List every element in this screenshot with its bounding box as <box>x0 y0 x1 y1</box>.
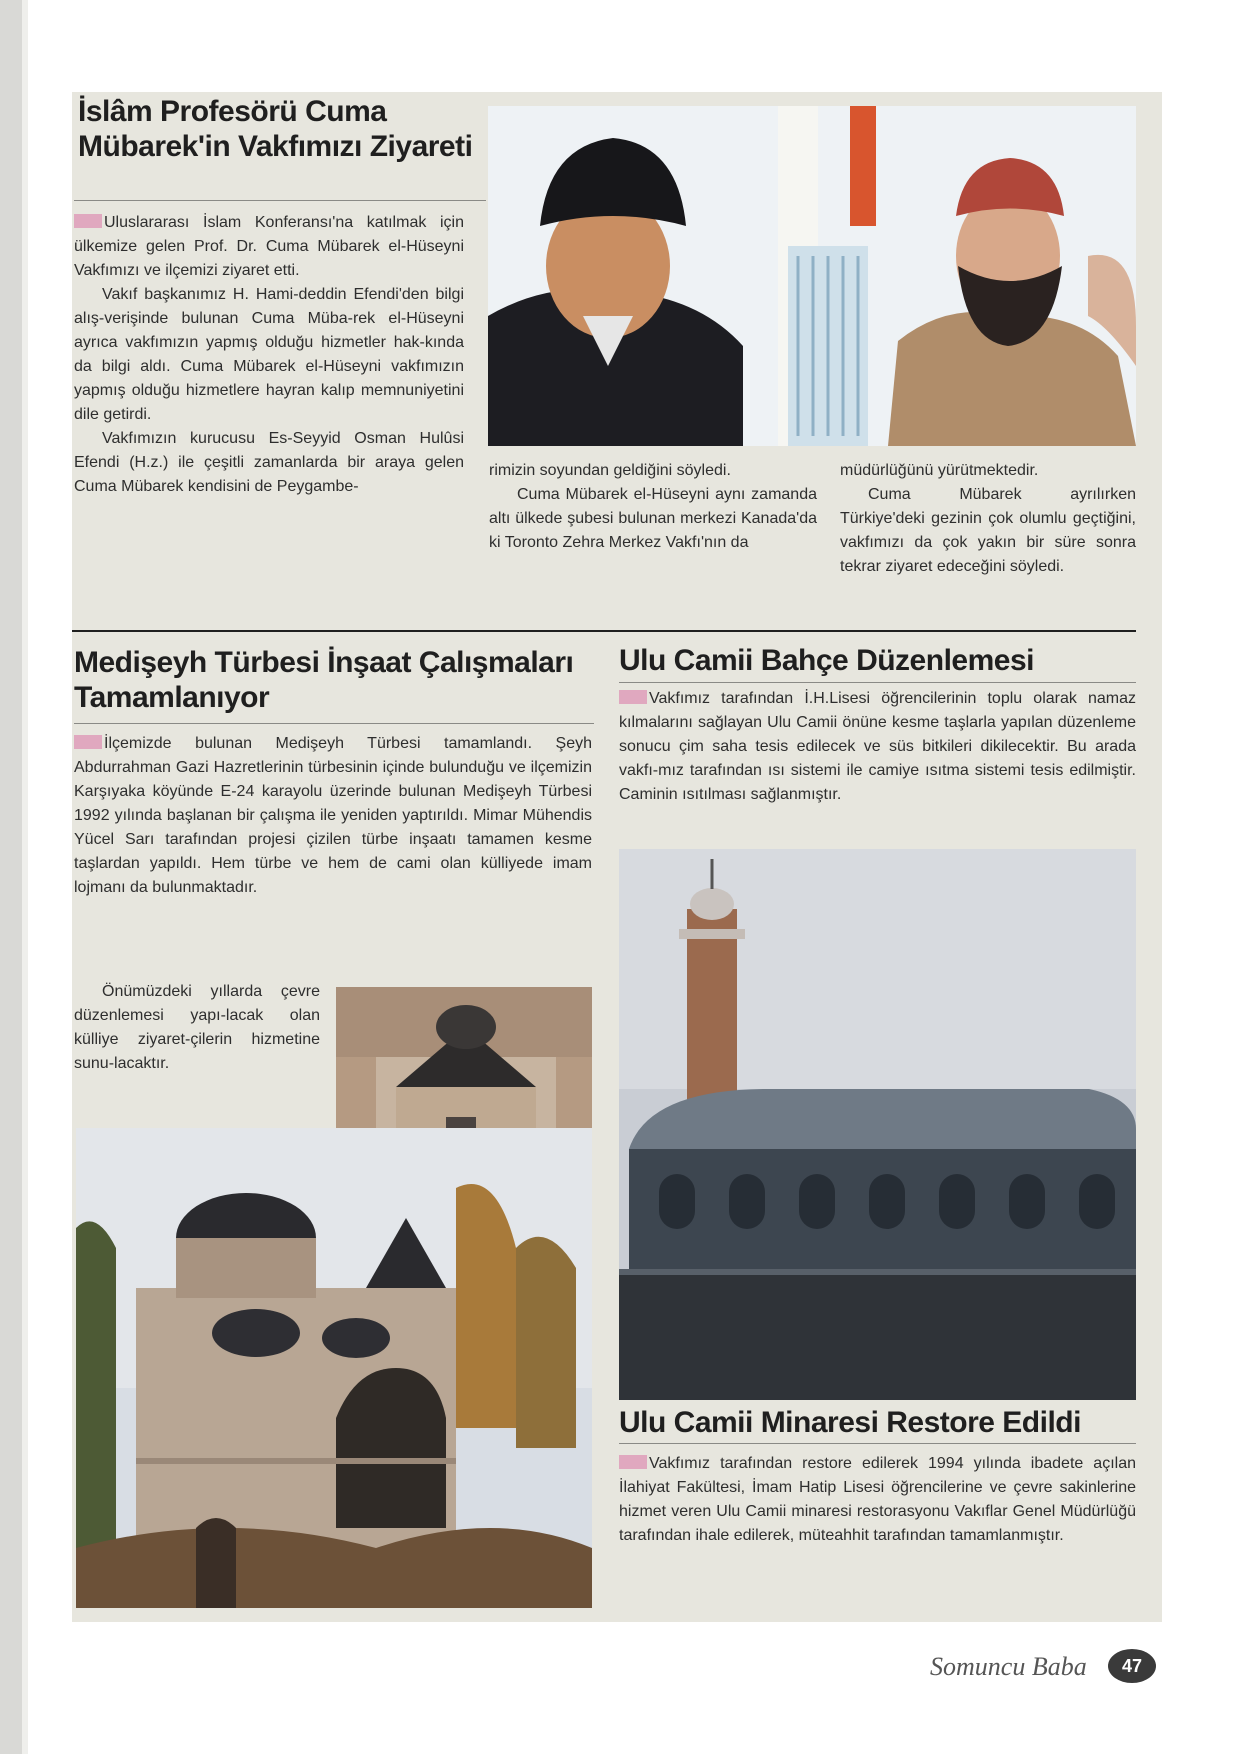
article4-title: Ulu Camii Minaresi Restore Edildi <box>619 1406 1081 1439</box>
article1-p1: Uluslararası İslam Konferansı'na katılmak için ülkemize gelen Prof. Dr. Cuma Mübarek el-Hüseyni Vakfımızı ve ilçemizi ziyaret etti. <box>74 214 464 279</box>
article4-title-rule <box>619 1443 1136 1444</box>
magazine-name: Somuncu Baba <box>930 1652 1087 1681</box>
article1-p7: Cuma Mübarek ayrılırken Türkiye'deki gezinin çok olumlu geçtiğini, vakfımızı da çok yakın bir süre sonra tekrar ziyaret edeceğini söyledi. <box>840 486 1136 575</box>
article1-column-2 <box>489 459 817 555</box>
article2-body <box>74 732 592 900</box>
article3-p1: Vakfımız tarafından İ.H.Lisesi öğrencilerinin toplu olarak namaz kılmalarını sağlayan Ulu Camii önüne kesme taşlarla yapılan düzenleme sonucu çim saha tesis edilecek ve süs bitkileri dikilecektir. Bu arada vakfı-mız tarafından ısı sistemi ile camiye ısıtma sistemi tesis edilmiştir. Caminin ısıtılması sağlanmıştır. <box>619 690 1136 803</box>
paragraph-marker <box>74 214 102 228</box>
article3-title-rule <box>619 682 1136 683</box>
article2-body-continued <box>74 980 320 1076</box>
article2-p1: İlçemizde bulunan Medişeyh Türbesi tamamlandı. Şeyh Abdurrahman Gazi Hazretlerinin türbesinin içinde bulunduğu ve ilçemizin Karşıyaka köyünde E-24 karayolu üzerinde bulunan Medişeyh Türbesi 1992 yılında başlanan bir çalışma ile yeniden yaptırıldı. Mimar Mühendis Yücel Sarı tarafından projesi çizilen türbe inşaatı tamamen kesme taşlardan yapıldı. Hem türbe ve hem de cami olan külliyede imam lojmanı da bulunmaktadır. <box>74 735 592 896</box>
article2-p2: Önümüzdeki yıllarda çevre düzenlemesi yapı-lacak olan külliye ziyaret-çilerin hizmetine sunu-lacaktır. <box>74 983 320 1072</box>
paragraph-marker <box>74 735 102 749</box>
section-divider <box>72 630 1136 632</box>
paragraph-marker <box>619 690 647 704</box>
article1-p5: Cuma Mübarek el-Hüseyni aynı zamanda altı ülkede şubesi bulunan merkezi Kanada'da ki Toronto Zehra Merkez Vakfı'nın da <box>489 486 817 551</box>
article1-p6: müdürlüğünü yürütmektedir. <box>840 462 1039 479</box>
article3-body <box>619 687 1136 807</box>
page-number: 47 <box>1108 1649 1156 1683</box>
article2-title: Medişeyh Türbesi İnşaat Çalışmaları Tamamlanıyor <box>74 646 574 714</box>
article1-title-rule <box>74 200 486 201</box>
paragraph-marker <box>619 1455 647 1469</box>
photo-two-men <box>488 106 1136 446</box>
binding-shadow <box>22 0 28 1754</box>
article1-p3: Vakfımızın kurucusu Es-Seyyid Osman Hulûsi Efendi (H.z.) ile çeşitli zamanlarda bir araya gelen Cuma Mübarek kendisini de Peygambe- <box>74 430 464 495</box>
article4-body <box>619 1452 1136 1548</box>
photo-turbe-new <box>76 1128 592 1608</box>
binding-edge <box>0 0 22 1754</box>
article3-title: Ulu Camii Bahçe Düzenlemesi <box>619 644 1034 677</box>
article1-p4: rimizin soyundan geldiğini söyledi. <box>489 462 731 479</box>
article2-title-rule <box>74 723 594 724</box>
photo-ulu-camii <box>619 849 1136 1400</box>
article4-p1: Vakfımız tarafından restore edilerek 1994 yılında ibadete açılan İlahiyat Fakültesi, İmam Hatip Lisesi öğrencilerine ve çevre sakinlerine hizmet veren Ulu Camii minaresi restorasyonu Vakıflar Genel Müdürlüğü tarafından ihale edilerek, müteahhit tarafından tamamlanmıştır. <box>619 1455 1136 1544</box>
article1-column-3 <box>840 459 1136 579</box>
article1-title: İslâm Profesörü Cuma Mübarek'in Vakfımızı Ziyareti <box>78 95 473 163</box>
article1-p2: Vakıf başkanımız H. Hami-deddin Efendi'den bilgi alış-verişinde bulunan Cuma Müba-rek el-Hüseyni ayrıca vakfımızın yapmış olduğu hizmetler hak-kında da bilgi aldı. Cuma Mübarek el-Hüseyni vakfımızın yapmış olduğu hizmetlere hayran kalıp memnuniyetini dile getirdi. <box>74 286 464 423</box>
article1-column-1 <box>74 211 464 499</box>
